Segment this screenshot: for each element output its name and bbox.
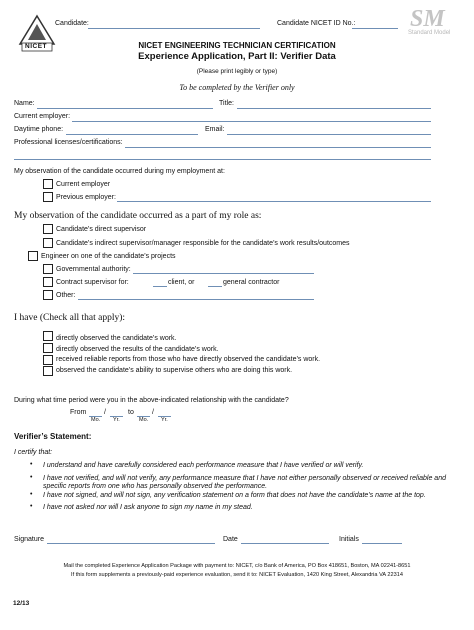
signature-field[interactable]	[47, 543, 215, 544]
check-reliable-reports[interactable]	[43, 355, 53, 365]
bullet-3: •	[30, 491, 33, 498]
governmental-field[interactable]	[133, 273, 314, 274]
form-code: 12/13	[13, 600, 30, 607]
statement-bullet-3: I have not signed, and will not sign, any verification statement on a form that does not have the candidate’s name at the top.	[43, 492, 426, 499]
statement-bullet-2-cont: specific reports from one who has personally observed the performance.	[43, 483, 268, 490]
footer-line1: Mail the completed Experience Application Package with payment to: NICET, c/o Bank of America, PO Box 418651, Boston, MA 02241-8651	[63, 563, 411, 569]
contract-supervisor-checkbox[interactable]	[43, 277, 53, 287]
nicet-id-label: Candidate NICET ID No.:	[277, 20, 356, 27]
stamp-sub: Standard Model	[408, 30, 451, 36]
check-observed-work-label: directly observed the candidate’s work.	[56, 335, 177, 342]
contract-supervisor-label: Contract supervisor for:	[56, 279, 129, 286]
initials-field[interactable]	[362, 543, 402, 544]
print-note: (Please print legibly or type)	[196, 68, 278, 75]
check-reliable-reports-label: received reliable reports from those who have directly observed the candidate’s work.	[56, 356, 321, 363]
email-field[interactable]	[227, 134, 431, 135]
verifier-note: To be completed by the Verifier only	[179, 83, 295, 92]
role-question: My observation of the candidate occurred as a part of my role as:	[14, 211, 262, 221]
previous-employer-label: Previous employer:	[56, 194, 116, 201]
signature-label: Signature	[14, 536, 44, 543]
statement-bullet-2: I have not verified, and will not verify, any performance measure that I have not either personally observed or received reliable and	[43, 475, 446, 482]
general-contractor-field[interactable]	[208, 286, 222, 287]
from-slash: /	[104, 409, 106, 416]
engineer-checkbox[interactable]	[28, 251, 38, 261]
email-label: Email:	[205, 126, 225, 133]
phone-label: Daytime phone:	[14, 126, 64, 133]
other-field[interactable]	[78, 299, 314, 300]
statement-heading: Verifier’s Statement:	[14, 432, 92, 441]
bullet-4: •	[30, 503, 33, 510]
licenses-field-2[interactable]	[14, 159, 431, 160]
page-title: Experience Application, Part II: Verifier Data	[138, 51, 336, 62]
previous-employer-checkbox[interactable]	[43, 192, 53, 202]
to-mo-label: Mo.	[139, 417, 149, 423]
employer-label: Current employer:	[14, 113, 71, 120]
nicet-id-field[interactable]	[352, 28, 398, 29]
licenses-label: Professional licenses/certifications:	[14, 139, 123, 146]
name-label: Name:	[14, 100, 35, 107]
title-line1: NICET ENGINEERING TECHNICIAN CERTIFICATION	[138, 41, 336, 50]
from-yr-label: Yr.	[113, 417, 120, 423]
logo-text: NICET	[25, 43, 47, 50]
checks-question: I have (Check all that apply):	[14, 313, 126, 323]
direct-supervisor-label: Candidate’s direct supervisor	[56, 226, 147, 233]
indirect-supervisor-checkbox[interactable]	[43, 238, 53, 248]
footer-line2: If this form supplements a previously-paid experience evaluation, send it to: NICET Evaluation, 1420 King Street, Alexandria VA 22314	[71, 572, 403, 578]
name-field[interactable]	[37, 108, 213, 109]
licenses-field[interactable]	[125, 147, 431, 148]
initials-label: Initials	[339, 536, 359, 543]
check-supervise-others[interactable]	[43, 366, 53, 376]
general-contractor-label: general contractor	[223, 279, 280, 286]
bullet-1: •	[30, 461, 33, 468]
check-observed-results[interactable]	[43, 343, 53, 353]
bullet-2: •	[30, 474, 33, 481]
candidate-field[interactable]	[88, 28, 260, 29]
check-observed-work[interactable]	[43, 331, 53, 341]
indirect-supervisor-label: Candidate’s indirect supervisor/manager responsible for the candidate’s work results/outcomes	[56, 240, 350, 247]
other-checkbox[interactable]	[43, 290, 53, 300]
stamp-main: SM	[410, 6, 445, 32]
period-question: During what time period were you in the above-indicated relationship with the candidate?	[14, 397, 289, 404]
direct-supervisor-checkbox[interactable]	[43, 224, 53, 234]
phone-field[interactable]	[66, 134, 198, 135]
title-field[interactable]	[237, 108, 431, 109]
certify-label: I certify that:	[14, 449, 53, 456]
to-slash: /	[152, 409, 154, 416]
date-label: Date	[223, 536, 238, 543]
from-mo-label: Mo.	[91, 417, 101, 423]
current-employer-checkbox[interactable]	[43, 179, 53, 189]
governmental-checkbox[interactable]	[43, 264, 53, 274]
standard-model-stamp	[406, 8, 466, 38]
governmental-label: Governmental authority:	[56, 266, 131, 273]
check-observed-results-label: directly observed the results of the candidate’s work.	[56, 346, 219, 353]
date-field[interactable]	[241, 543, 329, 544]
client-field[interactable]	[153, 286, 167, 287]
statement-bullet-4: I have not asked nor will I ask anyone to sign my name in my stead.	[43, 504, 253, 511]
other-label: Other:	[56, 292, 76, 299]
title-label: Title:	[219, 100, 234, 107]
candidate-label: Candidate:	[55, 20, 89, 27]
check-supervise-others-label: observed the candidate’s ability to supervise others who are doing this work.	[56, 367, 293, 374]
engineer-label: Engineer on one of the candidate’s projects	[41, 253, 176, 260]
from-label: From	[70, 409, 87, 416]
employer-field[interactable]	[72, 121, 431, 122]
previous-employer-field[interactable]	[117, 201, 431, 202]
to-label: to	[128, 409, 134, 416]
client-or-label: client, or	[168, 279, 195, 286]
statement-bullet-1: I understand and have carefully considered each performance measure that I have verified or will verify.	[43, 462, 364, 469]
current-employer-label: Current employer	[56, 181, 111, 188]
employment-question: My observation of the candidate occurred during my employment at:	[14, 168, 225, 175]
to-yr-label: Yr.	[161, 417, 168, 423]
